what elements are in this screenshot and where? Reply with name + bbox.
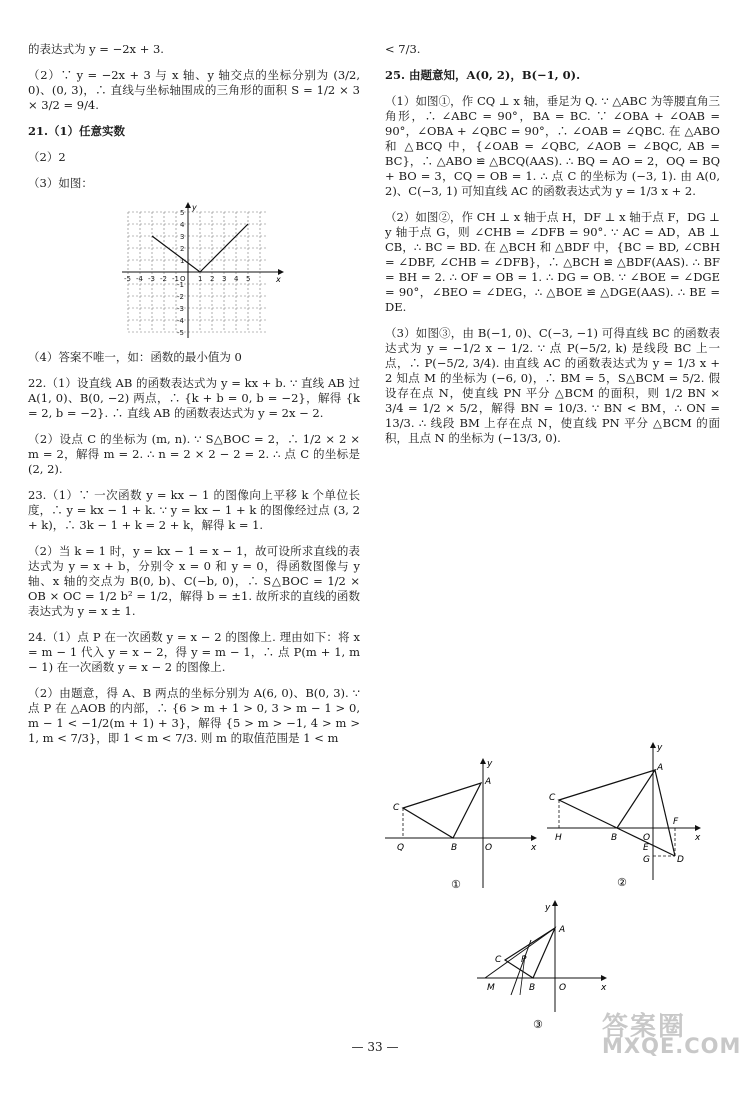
q25-title: 25. 由题意知，A(0, 2)，B(−1, 0).	[385, 68, 581, 82]
figure-3-label: ③	[533, 1018, 543, 1031]
svg-text:A: A	[657, 763, 664, 773]
svg-text:O: O	[485, 843, 493, 853]
q24-part2: （2）由题意，得 A、B 两点的坐标分别为 A(6, 0)、B(0, 3). ∵ 点 P 在 △AOB 的内部，∴ {6 > m + 1 > 0, 3 > m − 1 > 0, m − 1 < −1/2(m + 1) + 3}，解得 {5 > m > −1, 4 > m > 1, m < 7/3}，即 1 < m < 7/3. 则 m 的取值范围是 1 < m	[28, 686, 360, 745]
graph-x-label: x	[276, 275, 281, 284]
left-column	[28, 42, 360, 757]
q24-part1: 24.（1）点 P 在一次函数 y = x − 2 的图像上. 理由如下：将 x = m − 1 代入 y = x − 2，得 y = m − 1，∴ 点 P(m + 1, m − 1) 在一次函数 y = x − 2 的图像上.	[28, 630, 360, 674]
right-column	[385, 42, 720, 457]
y-tick: 1	[180, 257, 185, 265]
y-tick: 3	[180, 233, 185, 241]
q21-part4: （4）答案不唯一，如：函数的最小值为 0	[28, 350, 242, 364]
q25-part2: （2）如图②，作 CH ⊥ x 轴于点 H，DF ⊥ x 轴于点 F，DG ⊥ y 轴于点 G，则 ∠CHB = ∠DFB = 90°. ∵ AC = AD，AB ⊥ CB，∴ BC = BD. 在 △BCH 和 △BDF 中，{BC = BD, ∠CBH = ∠DBF, ∠CHB = ∠DFB}，∴ △BCH ≌ △BDF(AAS). ∴ BF = BH = 2. ∴ OF = OB = 1. ∴ DG = OB. ∵ ∠BOE = ∠DGE = 90°，∠BEO = ∠DEG，∴ △BOE ≌ △DGE(AAS). ∴ BE = DE.	[385, 210, 720, 314]
svg-text:B: B	[529, 983, 536, 993]
y-tick: -5	[177, 329, 184, 337]
svg-text:y: y	[487, 759, 493, 769]
text-p1: 的表达式为 y = −2x + 3.	[28, 42, 164, 56]
y-tick: 5	[180, 209, 185, 217]
svg-text:B: B	[451, 843, 458, 853]
y-tick: 4	[180, 221, 185, 229]
x-tick: 5	[246, 275, 251, 283]
x-tick: 2	[210, 275, 215, 283]
figure-1-label: ①	[451, 878, 461, 891]
svg-text:O: O	[559, 983, 567, 993]
watermark-line2: MXQE.COM	[602, 1034, 742, 1058]
svg-text:P: P	[521, 955, 527, 965]
y-tick: -3	[177, 305, 184, 313]
x-tick: 3	[222, 275, 227, 283]
x-tick: 1	[198, 275, 203, 283]
q23-part2: （2）当 k = 1 时，y = kx − 1 = x − 1，故可设所求直线的表达式为 y = x + b，分别令 x = 0 和 y = 0，得函数图像与 y 轴、x 轴的交点为 B(0, b)、C(−b, 0)，∴ S△BOC = 1/2 × OB × OC = 1/2 b² = 1/2，解得 b = ±1. 故所求的直线的函数表达式为 y = x ± 1.	[28, 544, 360, 618]
svg-text:x: x	[531, 843, 537, 853]
q25-part1: （1）如图①，作 CQ ⊥ x 轴，垂足为 Q. ∵ △ABC 为等腰直角三角形，∴ ∠ABC = 90°，BA = BC. ∵ ∠OBA + ∠OAB = 90°，∠OBA + ∠QBC = 90°，∴ ∠OAB = ∠QBC. 在 △ABO 和 △BCQ 中，{∠OAB = ∠QBC, ∠AOB = ∠BQC, AB = BC}，∴ △ABO ≌ △BCQ(AAS). ∴ BQ = AO = 2，OQ = BQ + BO = 3，CQ = OB = 1. ∴ 点 C 的坐标为 (−3, 1). 由 A(0, 2)、C(−3, 1) 可知直线 AC 的函数表达式为 y = 1/3 x + 2.	[385, 94, 720, 198]
x-tick: 4	[234, 275, 239, 283]
q22-part1: 22.（1）设直线 AB 的函数表达式为 y = kx + b. ∵ 直线 AB 过 A(1, 0)、B(0, −2) 两点，∴ {k + b = 0, b = −2}，解得 {k = 2, b = −2}. ∴ 直线 AB 的函数表达式为 y = 2x − 2.	[28, 376, 360, 420]
svg-text:M: M	[487, 983, 495, 993]
y-tick: 2	[180, 245, 185, 253]
watermark-logo	[602, 1012, 742, 1082]
svg-text:C: C	[549, 793, 556, 803]
graph-y-label: y	[192, 203, 197, 212]
svg-text:A: A	[485, 777, 492, 787]
svg-text:x: x	[695, 833, 701, 843]
q25-part3: （3）如图③，由 B(−1, 0)、C(−3, −1) 可得直线 BC 的函数表达式为 y = −1/2 x − 1/2. ∵ 点 P(−5/2, k) 是线段 BC 上一点，∴ P(−5/2, 3/4). 由直线 AC 的函数表达式为 y = 1/3 x + 2 知点 M 的坐标为 (−6, 0)，∴ BM = 5，S△BCM = 5/2. 假设存在点 N，使直线 PN 平分 △BCM 的面积，则 1/2 BN × 3/4 = 1/2 × 5/2，解得 BN = 10/3. ∵ BN < BM，∴ ON = 13/3. ∴ 线段 BM 上存在点 N，使直线 PN 平分 △BCM 的面积，且点 N 的坐标为 (−13/3, 0).	[385, 326, 720, 445]
svg-text:C: C	[393, 803, 400, 813]
svg-text:B: B	[611, 833, 618, 843]
x-tick: -1	[172, 275, 179, 283]
x-tick: -3	[148, 275, 155, 283]
figure-3	[475, 900, 615, 1035]
y-tick: -4	[177, 317, 184, 325]
svg-text:x: x	[601, 983, 607, 993]
q21-graph	[118, 202, 298, 342]
svg-text:G: G	[643, 855, 650, 865]
origin-label: O	[180, 275, 186, 283]
watermark-line1: 答案圈	[602, 1012, 687, 1042]
q21-title: 21.（1）任意实数	[28, 124, 126, 138]
svg-text:H: H	[555, 833, 562, 843]
svg-text:A: A	[559, 925, 566, 935]
x-tick: -5	[124, 275, 131, 283]
svg-text:y: y	[545, 903, 551, 913]
text-continued: < 7/3.	[385, 42, 421, 56]
svg-text:Q: Q	[397, 843, 405, 853]
page-number: — 33 —	[351, 1040, 399, 1054]
text-p2: （2）∵ y = −2x + 3 与 x 轴、y 轴交点的坐标分别为 (3/2, 0)、(0, 3)，∴ 直线与坐标轴围成的三角形的面积 S = 1/2 × 3 × 3/2 = 9/4.	[28, 68, 360, 112]
q21-part2: （2）2	[28, 150, 66, 164]
figure-2-label: ②	[617, 876, 627, 889]
svg-text:F: F	[673, 817, 679, 827]
q22-part2: （2）设点 C 的坐标为 (m, n). ∵ S△BOC = 2，∴ 1/2 × 2 × m = 2，解得 m = 2. ∴ n = 2 × 2 − 2 = 2. ∴ 点 C 的坐标是 (2, 2).	[28, 432, 360, 476]
svg-text:C: C	[495, 955, 502, 965]
svg-text:y: y	[657, 743, 663, 753]
x-tick: -4	[136, 275, 143, 283]
q21-part3: （3）如图：	[28, 176, 93, 190]
figure-1	[383, 758, 543, 898]
y-tick: -2	[177, 293, 184, 301]
q23-part1: 23.（1）∵ 一次函数 y = kx − 1 的图像向上平移 k 个单位长度，∴ y = kx − 1 + k. ∵ y = kx − 1 + k 的图像经过点 (3, 2 + k)，∴ 3k − 1 + k = 2 + k，解得 k = 1.	[28, 488, 360, 532]
svg-text:D: D	[677, 855, 684, 865]
figure-2	[545, 740, 710, 890]
y-tick: -1	[177, 281, 184, 289]
svg-text:E: E	[643, 843, 649, 853]
x-tick: -2	[160, 275, 167, 283]
svg-text:O: O	[643, 833, 651, 843]
